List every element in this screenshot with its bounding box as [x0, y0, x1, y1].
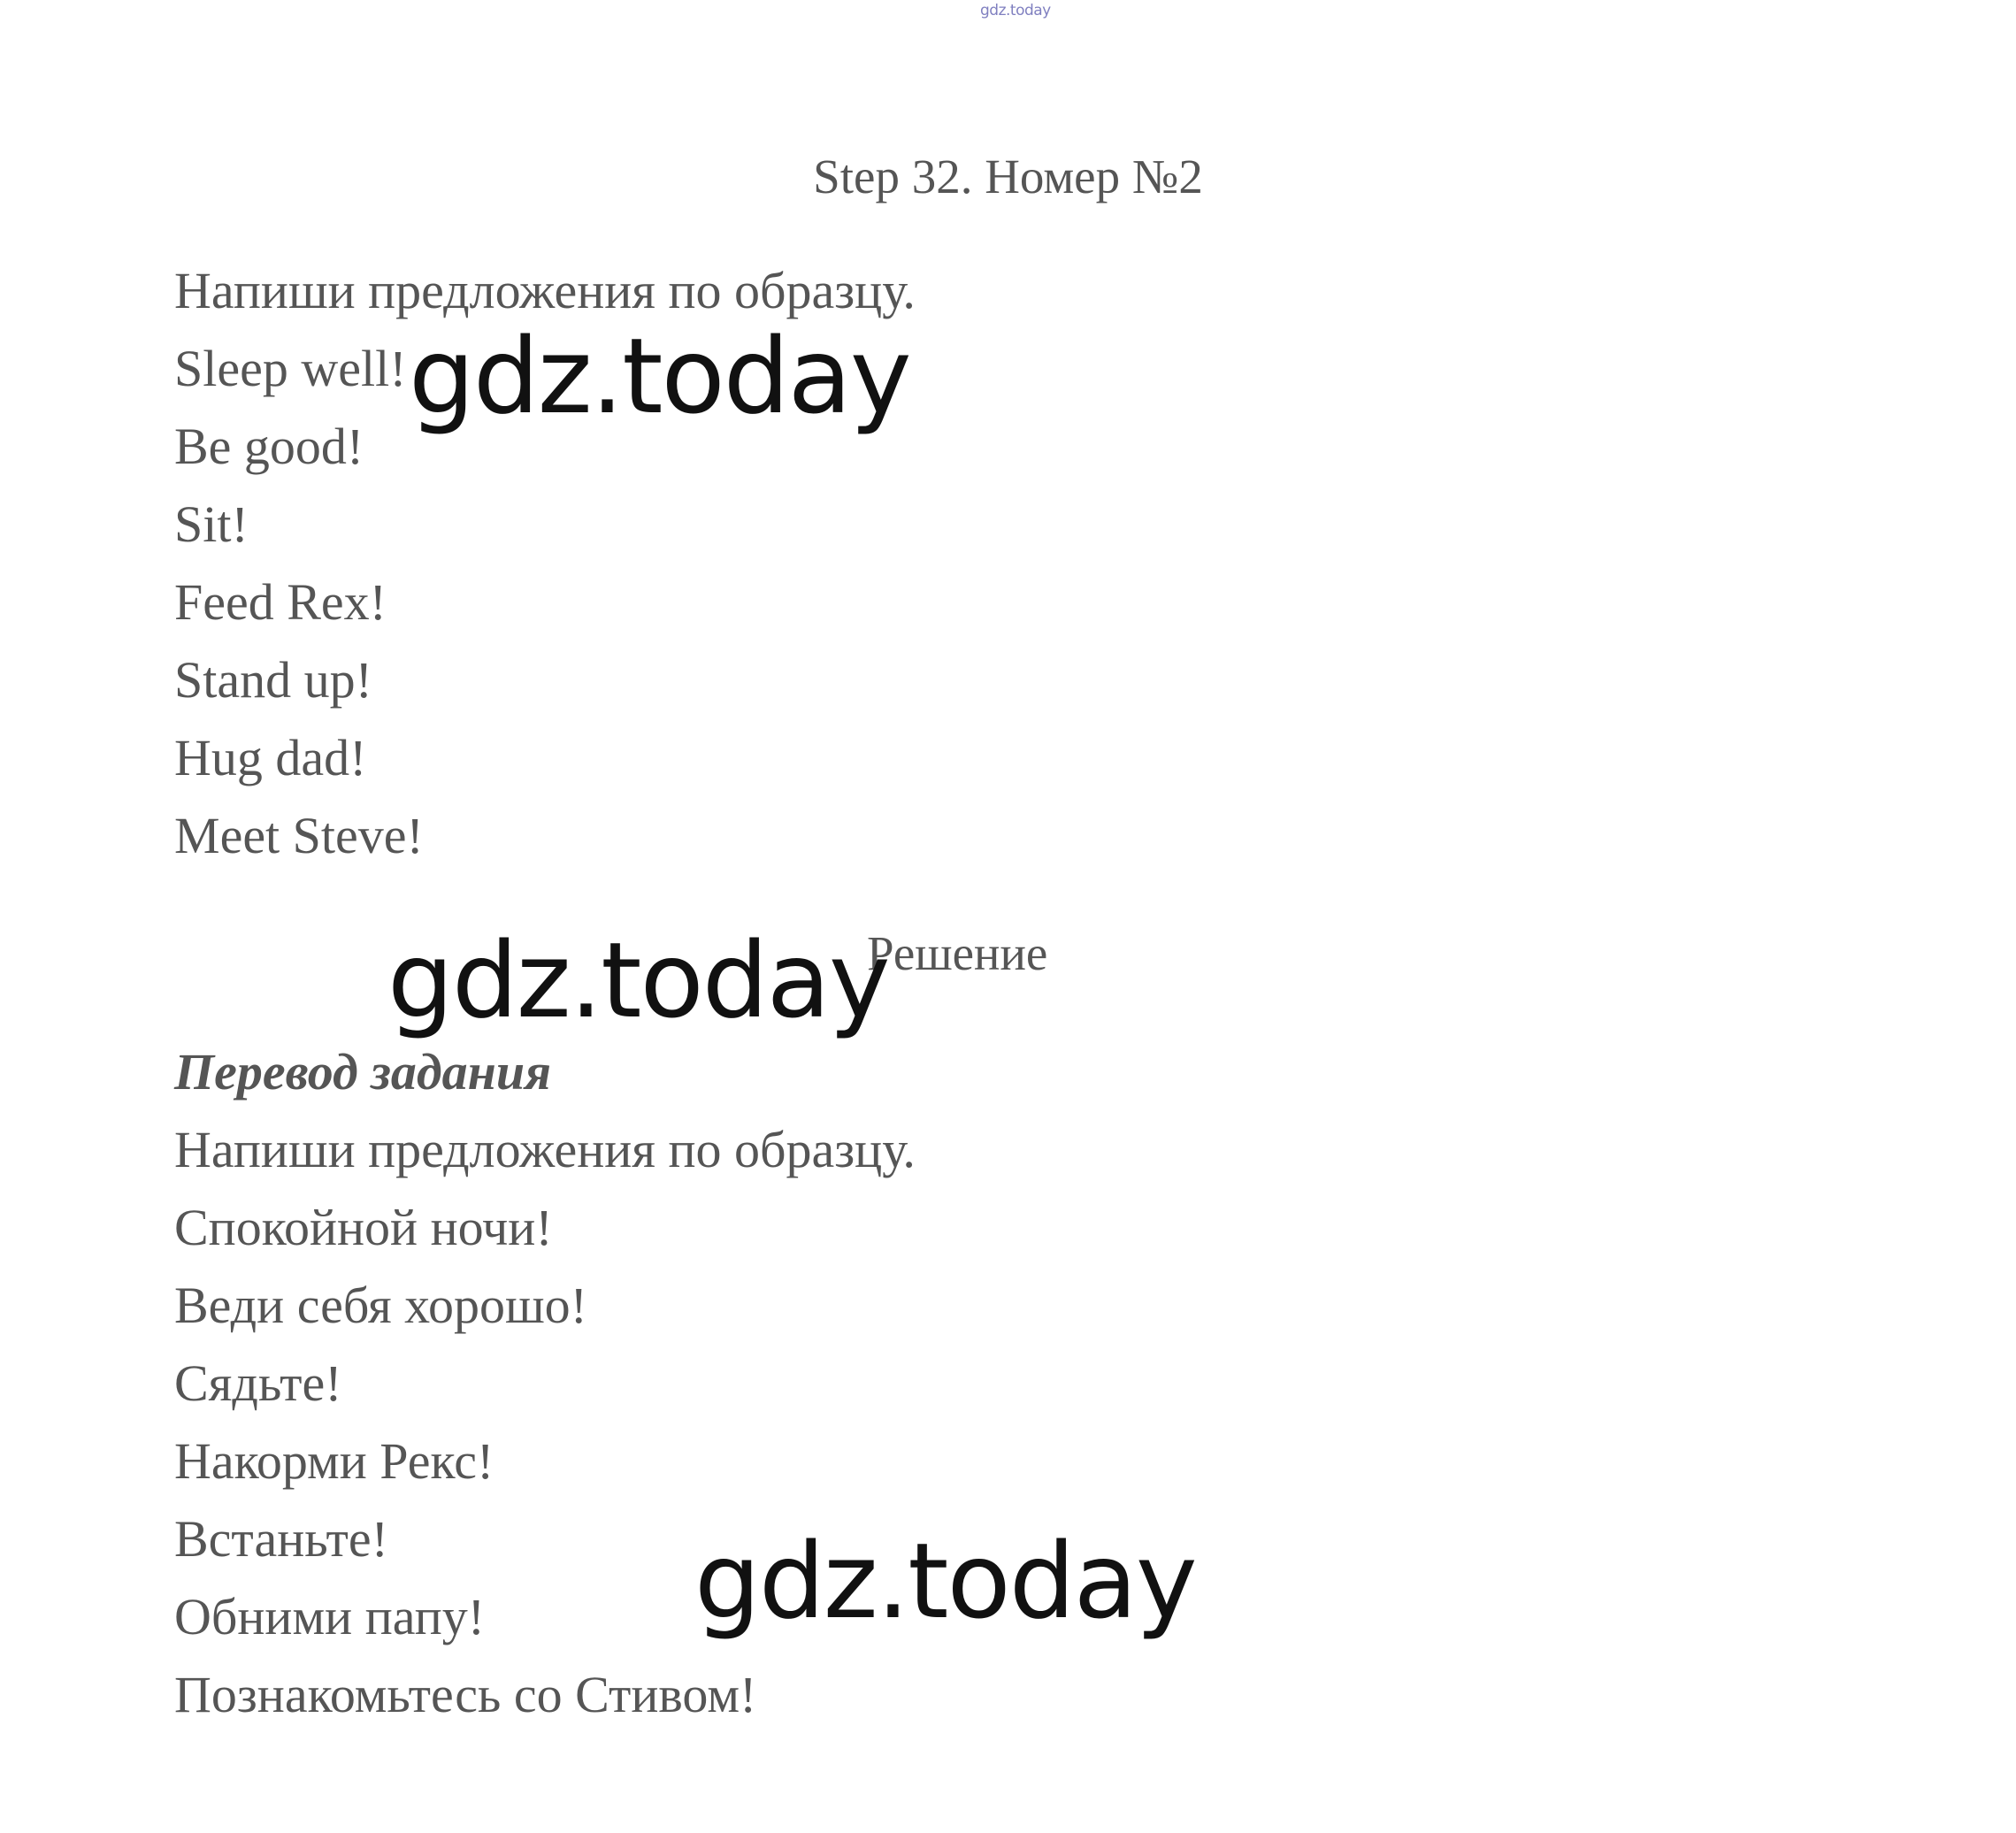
- page-title: Step 32. Номер №2: [813, 150, 1203, 203]
- translation-sentence: Сядьте!: [174, 1354, 342, 1412]
- watermark-logo: gdz.today: [387, 919, 889, 1041]
- translation-sentence: Обними папу!: [174, 1588, 486, 1645]
- translation-instruction: Напиши предложения по образцу.: [174, 1121, 916, 1178]
- task-sentence: Meet Steve!: [174, 807, 424, 864]
- task-sentence: Be good!: [174, 418, 364, 475]
- task-sentence: Feed Rex!: [174, 573, 387, 631]
- task-sentence: Sleep well!: [174, 340, 407, 397]
- translation-sentence: Познакомьтесь со Стивом!: [174, 1666, 757, 1723]
- translation-sentence: Накорми Рекс!: [174, 1432, 494, 1490]
- watermark-logo: gdz.today: [409, 315, 910, 437]
- task-sentence: Sit!: [174, 495, 249, 553]
- top-watermark: gdz.today: [980, 2, 1051, 19]
- translation-sentence: Спокойной ночи!: [174, 1199, 553, 1256]
- task-sentence: Stand up!: [174, 651, 372, 709]
- task-sentence: Hug dad!: [174, 729, 367, 786]
- task-instruction: Напиши предложения по образцу.: [174, 262, 916, 319]
- translation-sentence: Встаньте!: [174, 1510, 388, 1568]
- solution-label: Решение: [867, 926, 1048, 980]
- watermark-logo: gdz.today: [694, 1520, 1196, 1642]
- translation-sentence: Веди себя хорошо!: [174, 1277, 587, 1334]
- translation-heading: Перевод задания: [174, 1043, 551, 1101]
